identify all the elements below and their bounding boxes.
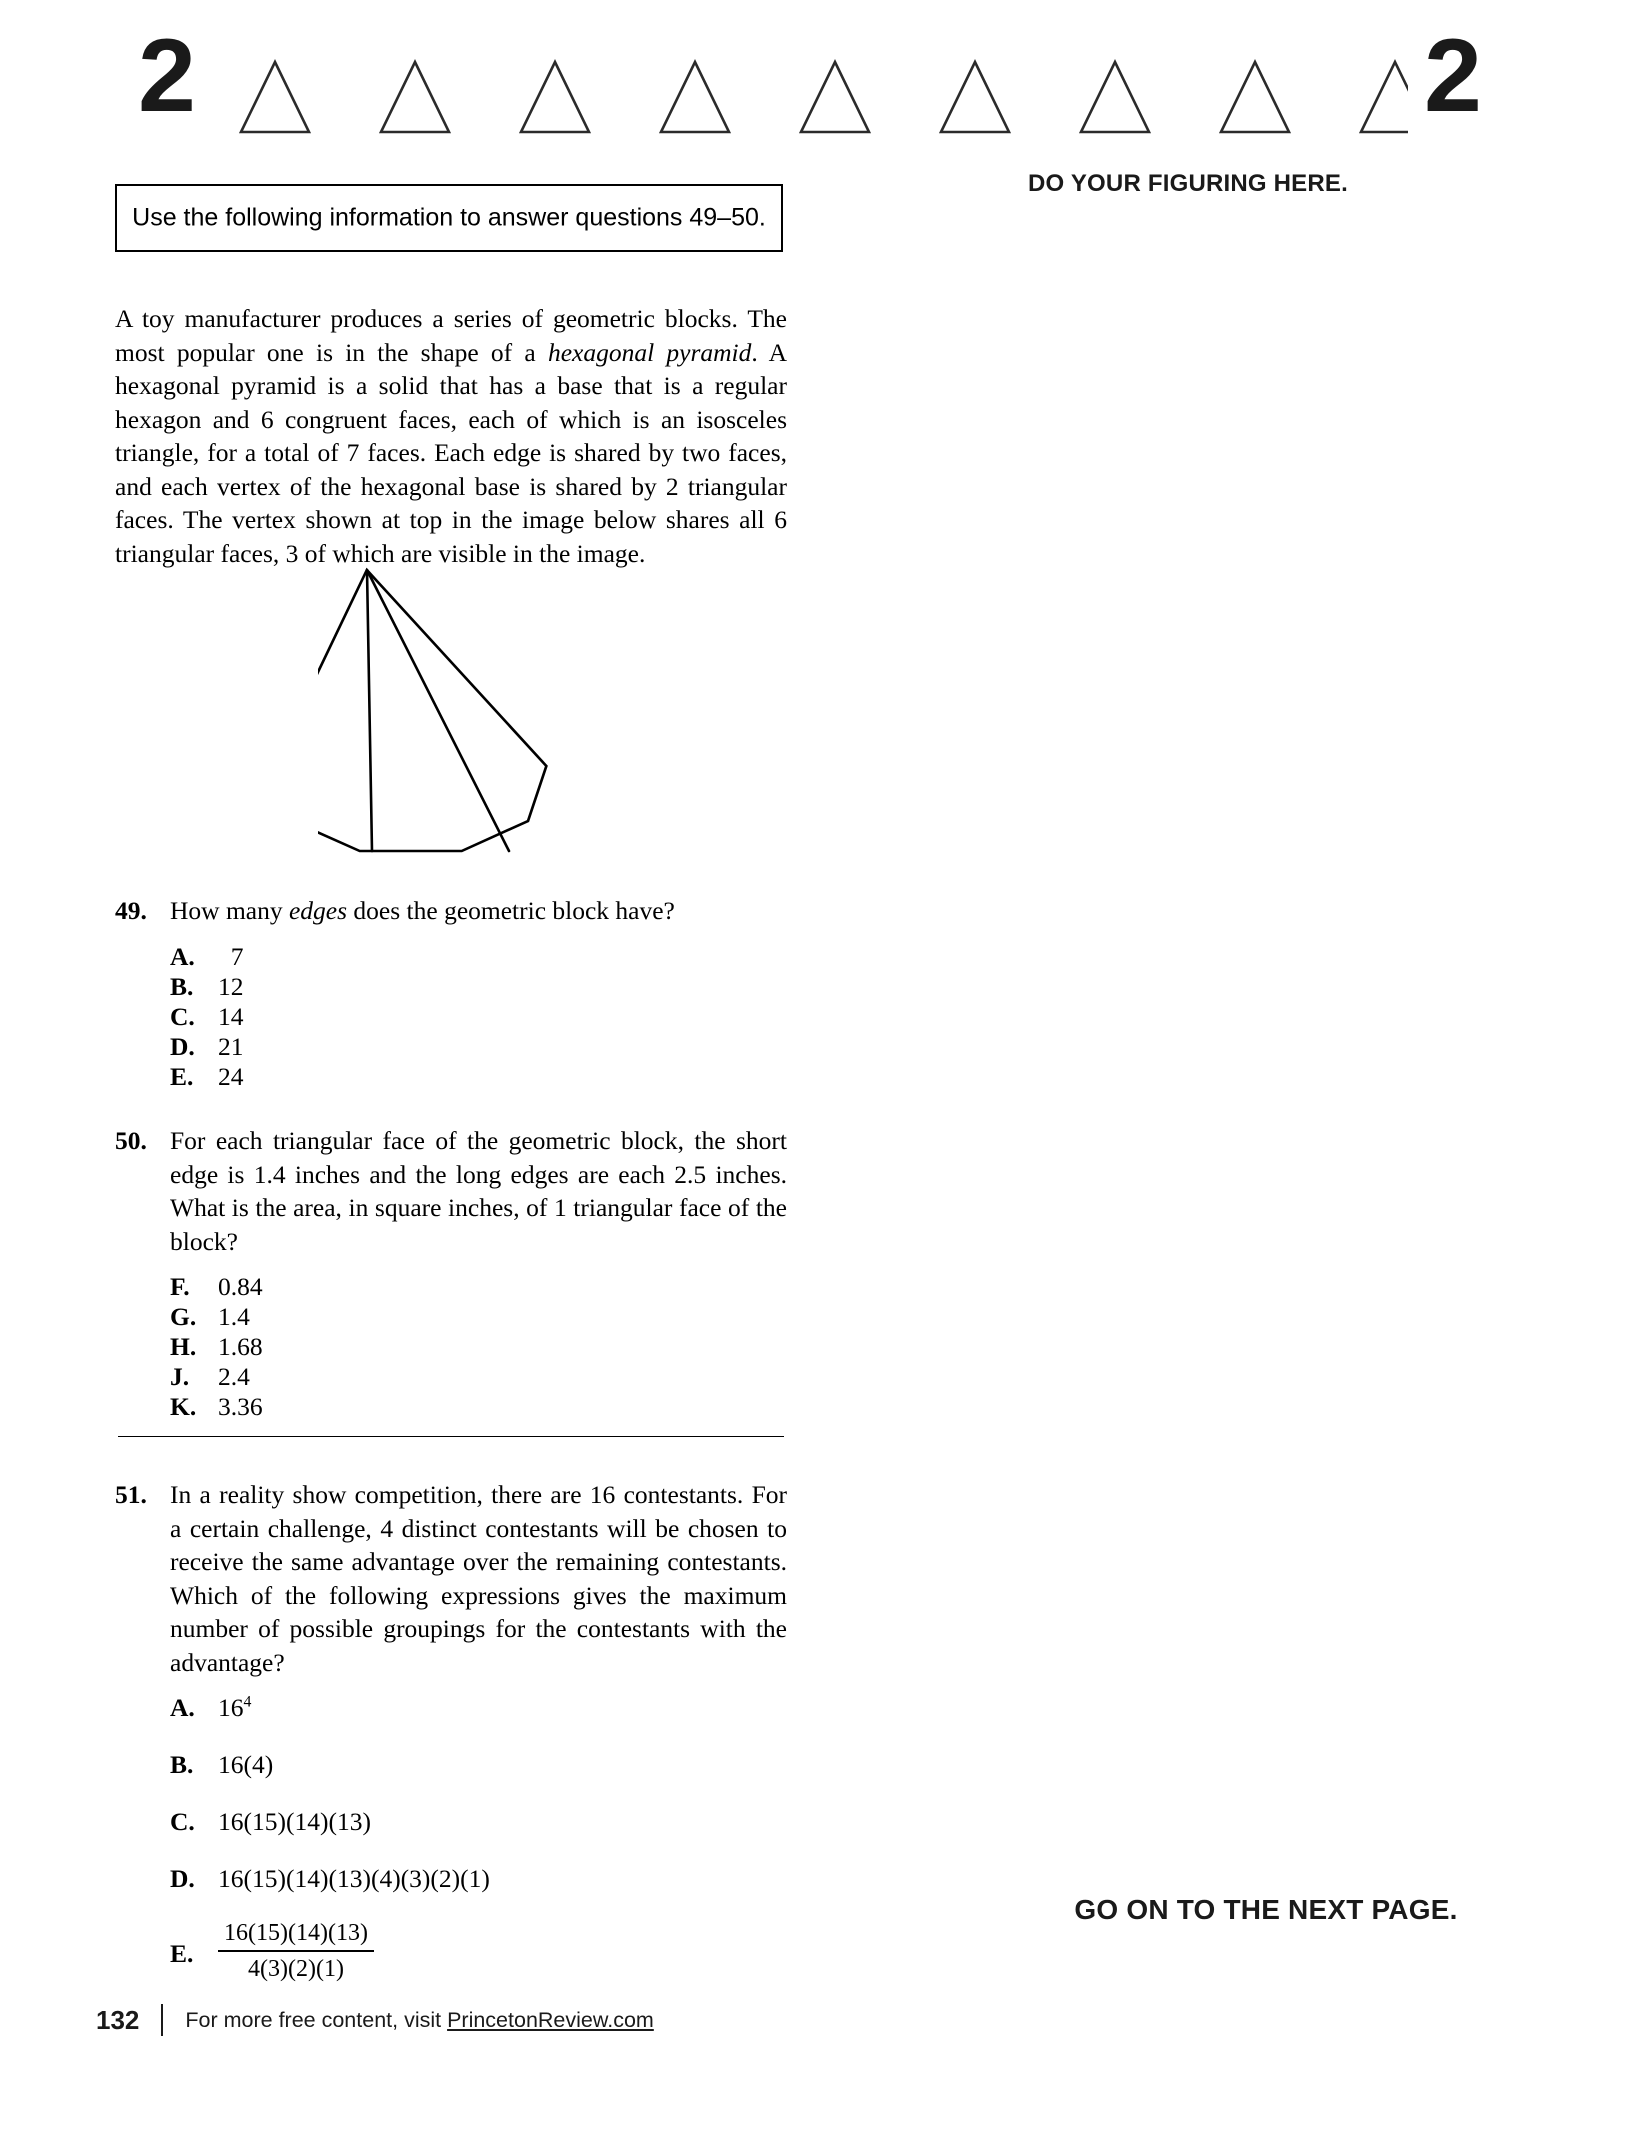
section-number-right: 2 <box>1424 18 1479 134</box>
choice-value: 3.36 <box>218 1392 263 1421</box>
triangle-separator-icons <box>236 58 1408 136</box>
choice-option[interactable] <box>170 1392 787 1422</box>
triangle-icon <box>521 62 589 132</box>
choice-letter: B. <box>170 971 194 1001</box>
choice-option[interactable] <box>170 1807 787 1837</box>
question-49-stem-part-2: does the geometric block have? <box>347 896 675 925</box>
choice-option[interactable] <box>170 942 787 972</box>
question-50-stem <box>115 1124 787 1258</box>
instruction-text: Use the following information to answer questions 49–50. <box>132 203 766 232</box>
question-51-stem <box>115 1478 787 1679</box>
page-header <box>0 0 1640 160</box>
footer-text <box>185 2008 653 2033</box>
fraction-numerator: 16(15)(14)(13) <box>218 1918 374 1952</box>
choice-letter: A. <box>170 941 195 971</box>
choice-exponent: 4 <box>243 1693 252 1711</box>
choice-value <box>218 1693 251 1723</box>
choice-option[interactable] <box>170 1750 787 1780</box>
header-triangle-row <box>236 58 1408 136</box>
choice-letter: J. <box>170 1362 190 1391</box>
choice-option[interactable] <box>170 1062 787 1092</box>
question-49-stem-part-1: How many <box>170 896 289 925</box>
hexagonal-pyramid-figure <box>318 562 588 862</box>
footer-text-before-link: For more free content, visit <box>185 2007 448 2032</box>
passage-part-1: A toy manufacturer produces a series of geometric blocks. The most popular one is in the shape of a <box>115 304 787 367</box>
section-number-left: 2 <box>138 18 193 134</box>
choice-value: 14 <box>218 1001 244 1031</box>
question-49-stem <box>115 894 787 928</box>
choice-letter: K. <box>170 1392 197 1421</box>
choice-option[interactable] <box>170 1272 787 1302</box>
choice-value: 21 <box>218 1031 244 1061</box>
question-51 <box>115 1478 787 1987</box>
question-49-number: 49. <box>115 896 147 925</box>
choice-option[interactable] <box>170 1032 787 1062</box>
choice-value: 16(15)(14)(13) <box>218 1807 371 1836</box>
triangle-icon <box>661 62 729 132</box>
choice-value: 2.4 <box>218 1362 250 1391</box>
choice-letter: B. <box>170 1750 194 1779</box>
choice-option[interactable] <box>170 1693 787 1723</box>
question-50-stem-part-1: For each triangular face of the geometric block, the short edge is 1.4 inches and the long edges are each 2.5 inches. What is the area, in square inches, of 1 triangular face of the block? <box>170 1126 787 1256</box>
passage-emphasis: hexagonal pyramid <box>547 337 752 367</box>
choice-value: 0.84 <box>218 1272 263 1301</box>
question-49-choices <box>115 942 787 1092</box>
do-your-figuring-label: DO YOUR FIGURING HERE. <box>1028 170 1348 197</box>
choice-value: 16(4) <box>218 1750 274 1779</box>
go-on-to-next-page-label: GO ON TO THE NEXT PAGE. <box>1074 1894 1458 1925</box>
choice-letter: E. <box>170 1939 194 1968</box>
section-divider <box>118 1436 784 1437</box>
triangle-icon <box>381 62 449 132</box>
choice-value: 24 <box>218 1061 244 1091</box>
choice-option[interactable] <box>170 1002 787 1032</box>
choice-option[interactable] <box>170 972 787 1002</box>
choice-letter: A. <box>170 1693 195 1722</box>
triangle-icon <box>941 62 1009 132</box>
question-50-choices <box>115 1272 787 1422</box>
question-49 <box>115 894 787 1092</box>
choice-letter: H. <box>170 1332 197 1361</box>
footer-divider <box>161 2004 163 2036</box>
footer-link[interactable]: PrincetonReview.com <box>447 2007 654 2032</box>
passage-text <box>115 302 787 570</box>
hexagonal-pyramid-icon <box>318 562 588 862</box>
choice-letter: D. <box>170 1031 195 1061</box>
choice-value: 7 <box>218 941 244 971</box>
choice-option[interactable] <box>170 1864 787 1894</box>
triangle-icon <box>1081 62 1149 132</box>
triangle-icon <box>1221 62 1289 132</box>
question-51-choices <box>115 1693 787 1987</box>
choice-value: 12 <box>218 971 244 1001</box>
passage-part-2: . A hexagonal pyramid is a solid that has a base that is a regular hexagon and 6 congruent faces, each of which is an isosceles triangle, for a total of 7 faces. Each edge is shared by two faces, and each vertex of the hexagonal base is shared by 2 triangular faces. The vertex shown at top in the image below shares all 6 triangular faces, 3 of which are visible in the image. <box>115 337 787 568</box>
choice-option[interactable] <box>170 1921 787 1987</box>
choice-value: 1.68 <box>218 1332 263 1361</box>
choice-letter: F. <box>170 1272 190 1301</box>
page-footer <box>96 2004 654 2036</box>
choice-value: 1.4 <box>218 1302 250 1331</box>
choice-option[interactable] <box>170 1332 787 1362</box>
choice-letter: C. <box>170 1001 195 1031</box>
choice-letter: C. <box>170 1807 195 1836</box>
instruction-box <box>115 184 783 252</box>
footer-page-number: 132 <box>96 2004 140 2035</box>
triangle-icon <box>241 62 309 132</box>
fraction-denominator: 4(3)(2)(1) <box>248 1956 344 1982</box>
choice-letter: D. <box>170 1864 195 1893</box>
question-49-stem-emphasis: edges <box>288 896 348 925</box>
question-51-number: 51. <box>115 1480 147 1509</box>
question-51-stem-part-1: In a reality show competition, there are 16 contestants. For a certain challenge, 4 distinct contestants will be chosen to receive the same advantage over the remaining contestants. Which of the following expressions gives the maximum number of possible groupings for the contestants with the advantage? <box>170 1480 787 1677</box>
triangle-icon <box>801 62 869 132</box>
choice-fraction-value <box>218 1918 374 1984</box>
question-50-number: 50. <box>115 1126 147 1155</box>
question-50 <box>115 1124 787 1422</box>
choice-letter: E. <box>170 1061 194 1091</box>
choice-value: 16(15)(14)(13)(4)(3)(2)(1) <box>218 1864 490 1893</box>
triangle-icon <box>1361 62 1408 132</box>
choice-base: 16 <box>218 1693 244 1722</box>
choice-letter: G. <box>170 1302 197 1331</box>
choice-option[interactable] <box>170 1302 787 1332</box>
choice-option[interactable] <box>170 1362 787 1392</box>
